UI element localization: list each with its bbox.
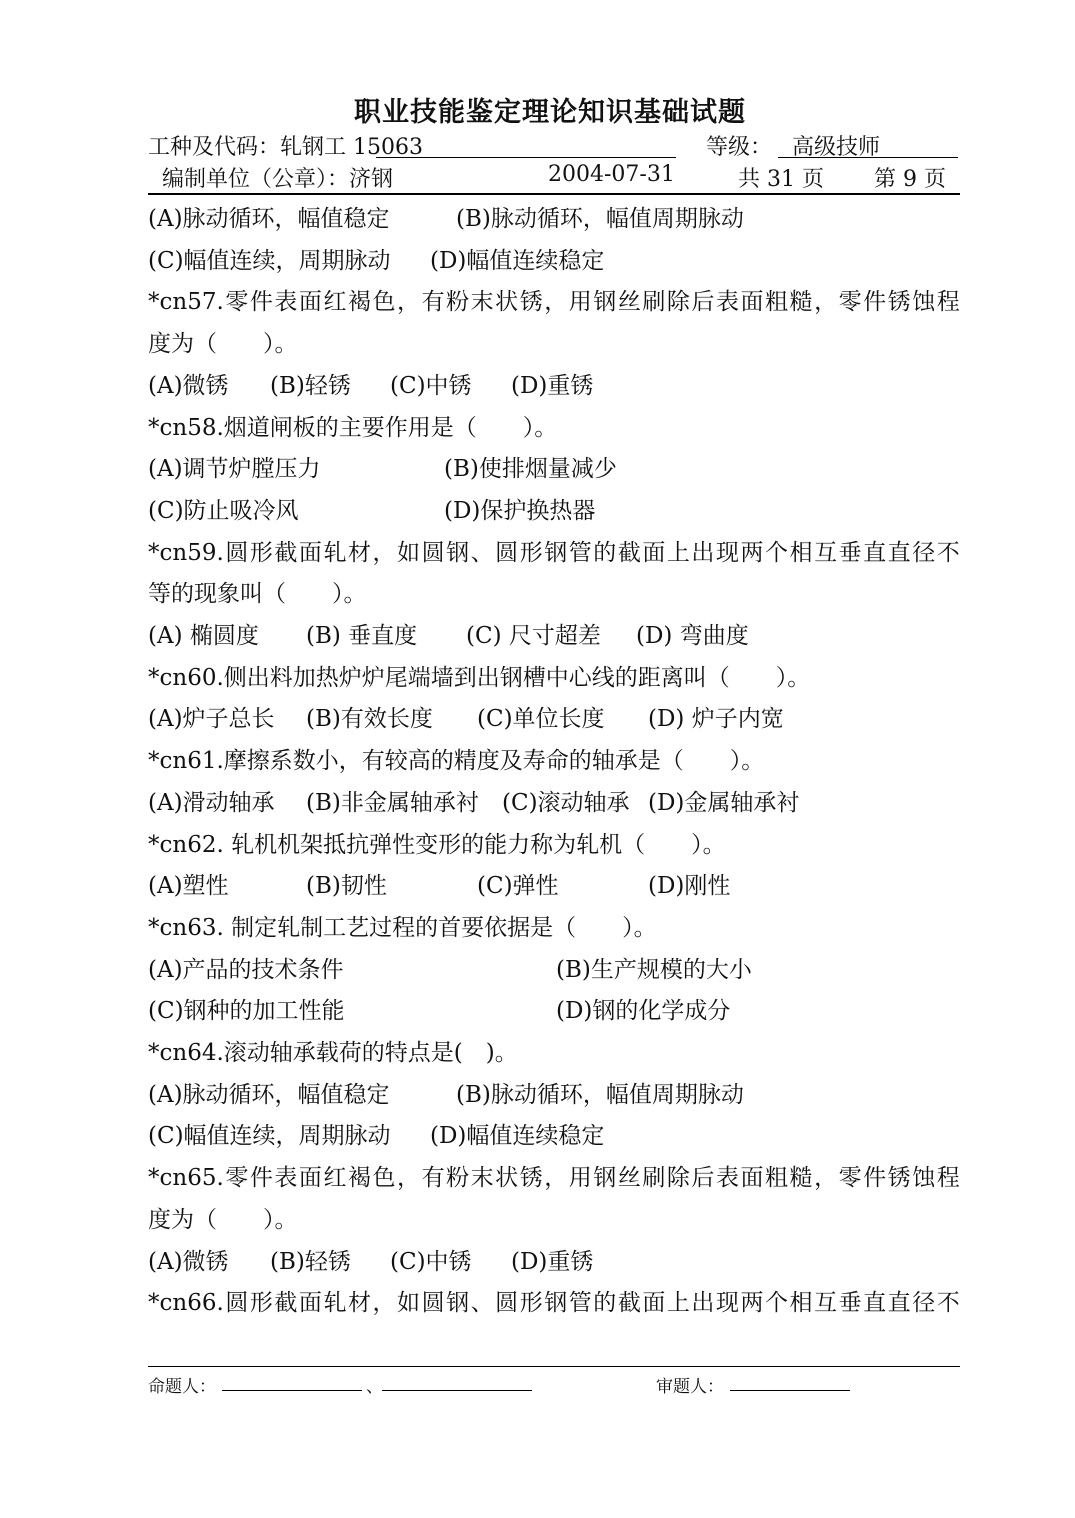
answer-option: (C)中锈 (390, 1248, 472, 1275)
answer-option: (B)生产规模的大小 (556, 956, 752, 983)
options-line (148, 788, 960, 818)
answer-option: (A)塑性 (148, 873, 229, 900)
options-line (148, 1080, 960, 1110)
trade-code-underline (376, 157, 676, 158)
author-blank-1 (222, 1390, 362, 1391)
answer-option: (C)幅值连续，周期脉动 (148, 247, 391, 274)
answer-option: (A)调节炉膛压力 (148, 456, 321, 483)
compiling-unit: 编制单位（公章）：济钢 (162, 167, 394, 192)
answer-option: (D)保护换热器 (444, 497, 596, 524)
answer-option: (C)幅值连续，周期脉动 (148, 1123, 391, 1150)
answer-option: (D)钢的化学成分 (556, 998, 731, 1025)
grade-underline (778, 157, 958, 158)
answer-option: (D)重锈 (511, 372, 594, 399)
answer-option: (A)微锈 (148, 1248, 229, 1275)
reviewer-label: 审题人： (656, 1377, 724, 1397)
options-line (148, 704, 960, 734)
page-title: 职业技能鉴定理论知识基础试题 (354, 97, 746, 128)
question-line: *cn63. 制定轧制工艺过程的首要依据是（ ）。 (148, 914, 657, 941)
answer-option: (B)非金属轴承衬 (306, 789, 479, 816)
answer-option: (B)韧性 (306, 873, 387, 900)
author-separator: 、 (366, 1377, 383, 1397)
options-line (148, 246, 960, 276)
question-line: 度为（ ）。 (148, 1206, 298, 1233)
answer-option: (B)轻锈 (270, 372, 351, 399)
answer-option: (D)刚性 (648, 873, 731, 900)
author-label: 命题人： (148, 1377, 216, 1397)
answer-option: (C) 尺寸超差 (466, 623, 601, 649)
answer-option: (A)产品的技术条件 (148, 956, 344, 983)
options-line (148, 454, 960, 484)
answer-option: (B)轻锈 (270, 1248, 351, 1275)
answer-option: (A)脉动循环，幅值稳定 (148, 1081, 390, 1108)
answer-option: (A)微锈 (148, 372, 229, 399)
answer-option: (D) 弯曲度 (636, 623, 749, 649)
answer-option: (C)钢种的加工性能 (148, 998, 345, 1025)
reviewer-blank (730, 1390, 850, 1391)
question-line: *cn64.滚动轴承载荷的特点是( )。 (148, 1040, 518, 1066)
answer-option: (B)有效长度 (306, 706, 433, 733)
options-line (148, 996, 960, 1026)
question-line: *cn60.侧出料加热炉炉尾端墙到出钢槽中心线的距离叫（ ）。 (148, 664, 811, 691)
answer-option: (D)幅值连续稳定 (430, 247, 605, 274)
answer-option: (B)脉动循环，幅值周期脉动 (456, 1081, 744, 1108)
options-line (148, 1121, 960, 1151)
question-line: *cn66. 圆 形 截 面 轧 材 ， 如 圆 钢 、 圆 形 钢 管 的 截 面 上 出 现 两 个 相 互 垂 直 直 径 不 (148, 1290, 960, 1317)
grade-label: 等级： (706, 135, 773, 160)
question-line: *cn59. 圆 形 截 面 轧 材 ， 如 圆 钢 、 圆 形 钢 管 的 截 面 上 出 现 两 个 相 互 垂 直 直 径 不 (148, 539, 960, 566)
author-blank-2 (382, 1390, 532, 1391)
answer-option: (D)金属轴承衬 (648, 789, 800, 816)
answer-option: (A) 椭圆度 (148, 623, 259, 649)
header-rule (148, 193, 960, 195)
question-line: 等的现象叫（ ）。 (148, 581, 367, 608)
question-line: *cn61.摩擦系数小，有较高的精度及寿命的轴承是（ ）。 (148, 748, 765, 775)
options-line (148, 1247, 960, 1277)
answer-option: (D)重锈 (511, 1248, 594, 1275)
answer-option: (A)脉动循环，幅值稳定 (148, 206, 390, 232)
options-line (148, 204, 960, 234)
answer-option: (B)脉动循环，幅值周期脉动 (456, 206, 744, 232)
answer-option: (C)滚动轴承 (502, 789, 630, 816)
grade-value: 高级技师 (792, 135, 881, 160)
page-number: 第 9 页 (874, 167, 946, 192)
question-line: *cn58.烟道闸板的主要作用是（ ）。 (148, 414, 558, 441)
answer-option: (C)防止吸冷风 (148, 497, 299, 524)
answer-option: (A)炉子总长 (148, 706, 275, 733)
options-line (148, 371, 960, 401)
answer-option: (C)弹性 (477, 873, 559, 900)
options-line (148, 621, 960, 651)
question-line: *cn65. 零 件 表 面 红 褐 色 ， 有 粉 末 状 锈 ， 用 钢 丝 刷 除 后 表 面 粗 糙 ， 零 件 锈 蚀 程 (148, 1165, 960, 1192)
answer-option: (B)使排烟量减少 (444, 456, 617, 483)
options-line (148, 871, 960, 901)
answer-option: (C)单位长度 (477, 706, 605, 733)
answer-option: (A)滑动轴承 (148, 789, 275, 816)
question-line: *cn62. 轧机机架抵抗弹性变形的能力称为轧机（ ）。 (148, 831, 726, 858)
answer-option: (D)幅值连续稳定 (430, 1123, 605, 1150)
answer-option: (B) 垂直度 (306, 623, 418, 649)
total-pages: 共 31 页 (738, 167, 824, 192)
compile-date: 2004-07-31 (548, 162, 675, 187)
options-line (148, 496, 960, 526)
options-line (148, 955, 960, 985)
question-line: *cn57. 零 件 表 面 红 褐 色 ， 有 粉 末 状 锈 ， 用 钢 丝 刷 除 后 表 面 粗 糙 ， 零 件 锈 蚀 程 (148, 289, 960, 316)
answer-option: (D) 炉子内宽 (648, 706, 784, 733)
question-line: 度为（ ）。 (148, 331, 298, 358)
trade-code: 工种及代码：轧钢工 15063 (148, 135, 423, 160)
answer-option: (C)中锈 (390, 372, 472, 399)
footer-rule (148, 1366, 960, 1367)
